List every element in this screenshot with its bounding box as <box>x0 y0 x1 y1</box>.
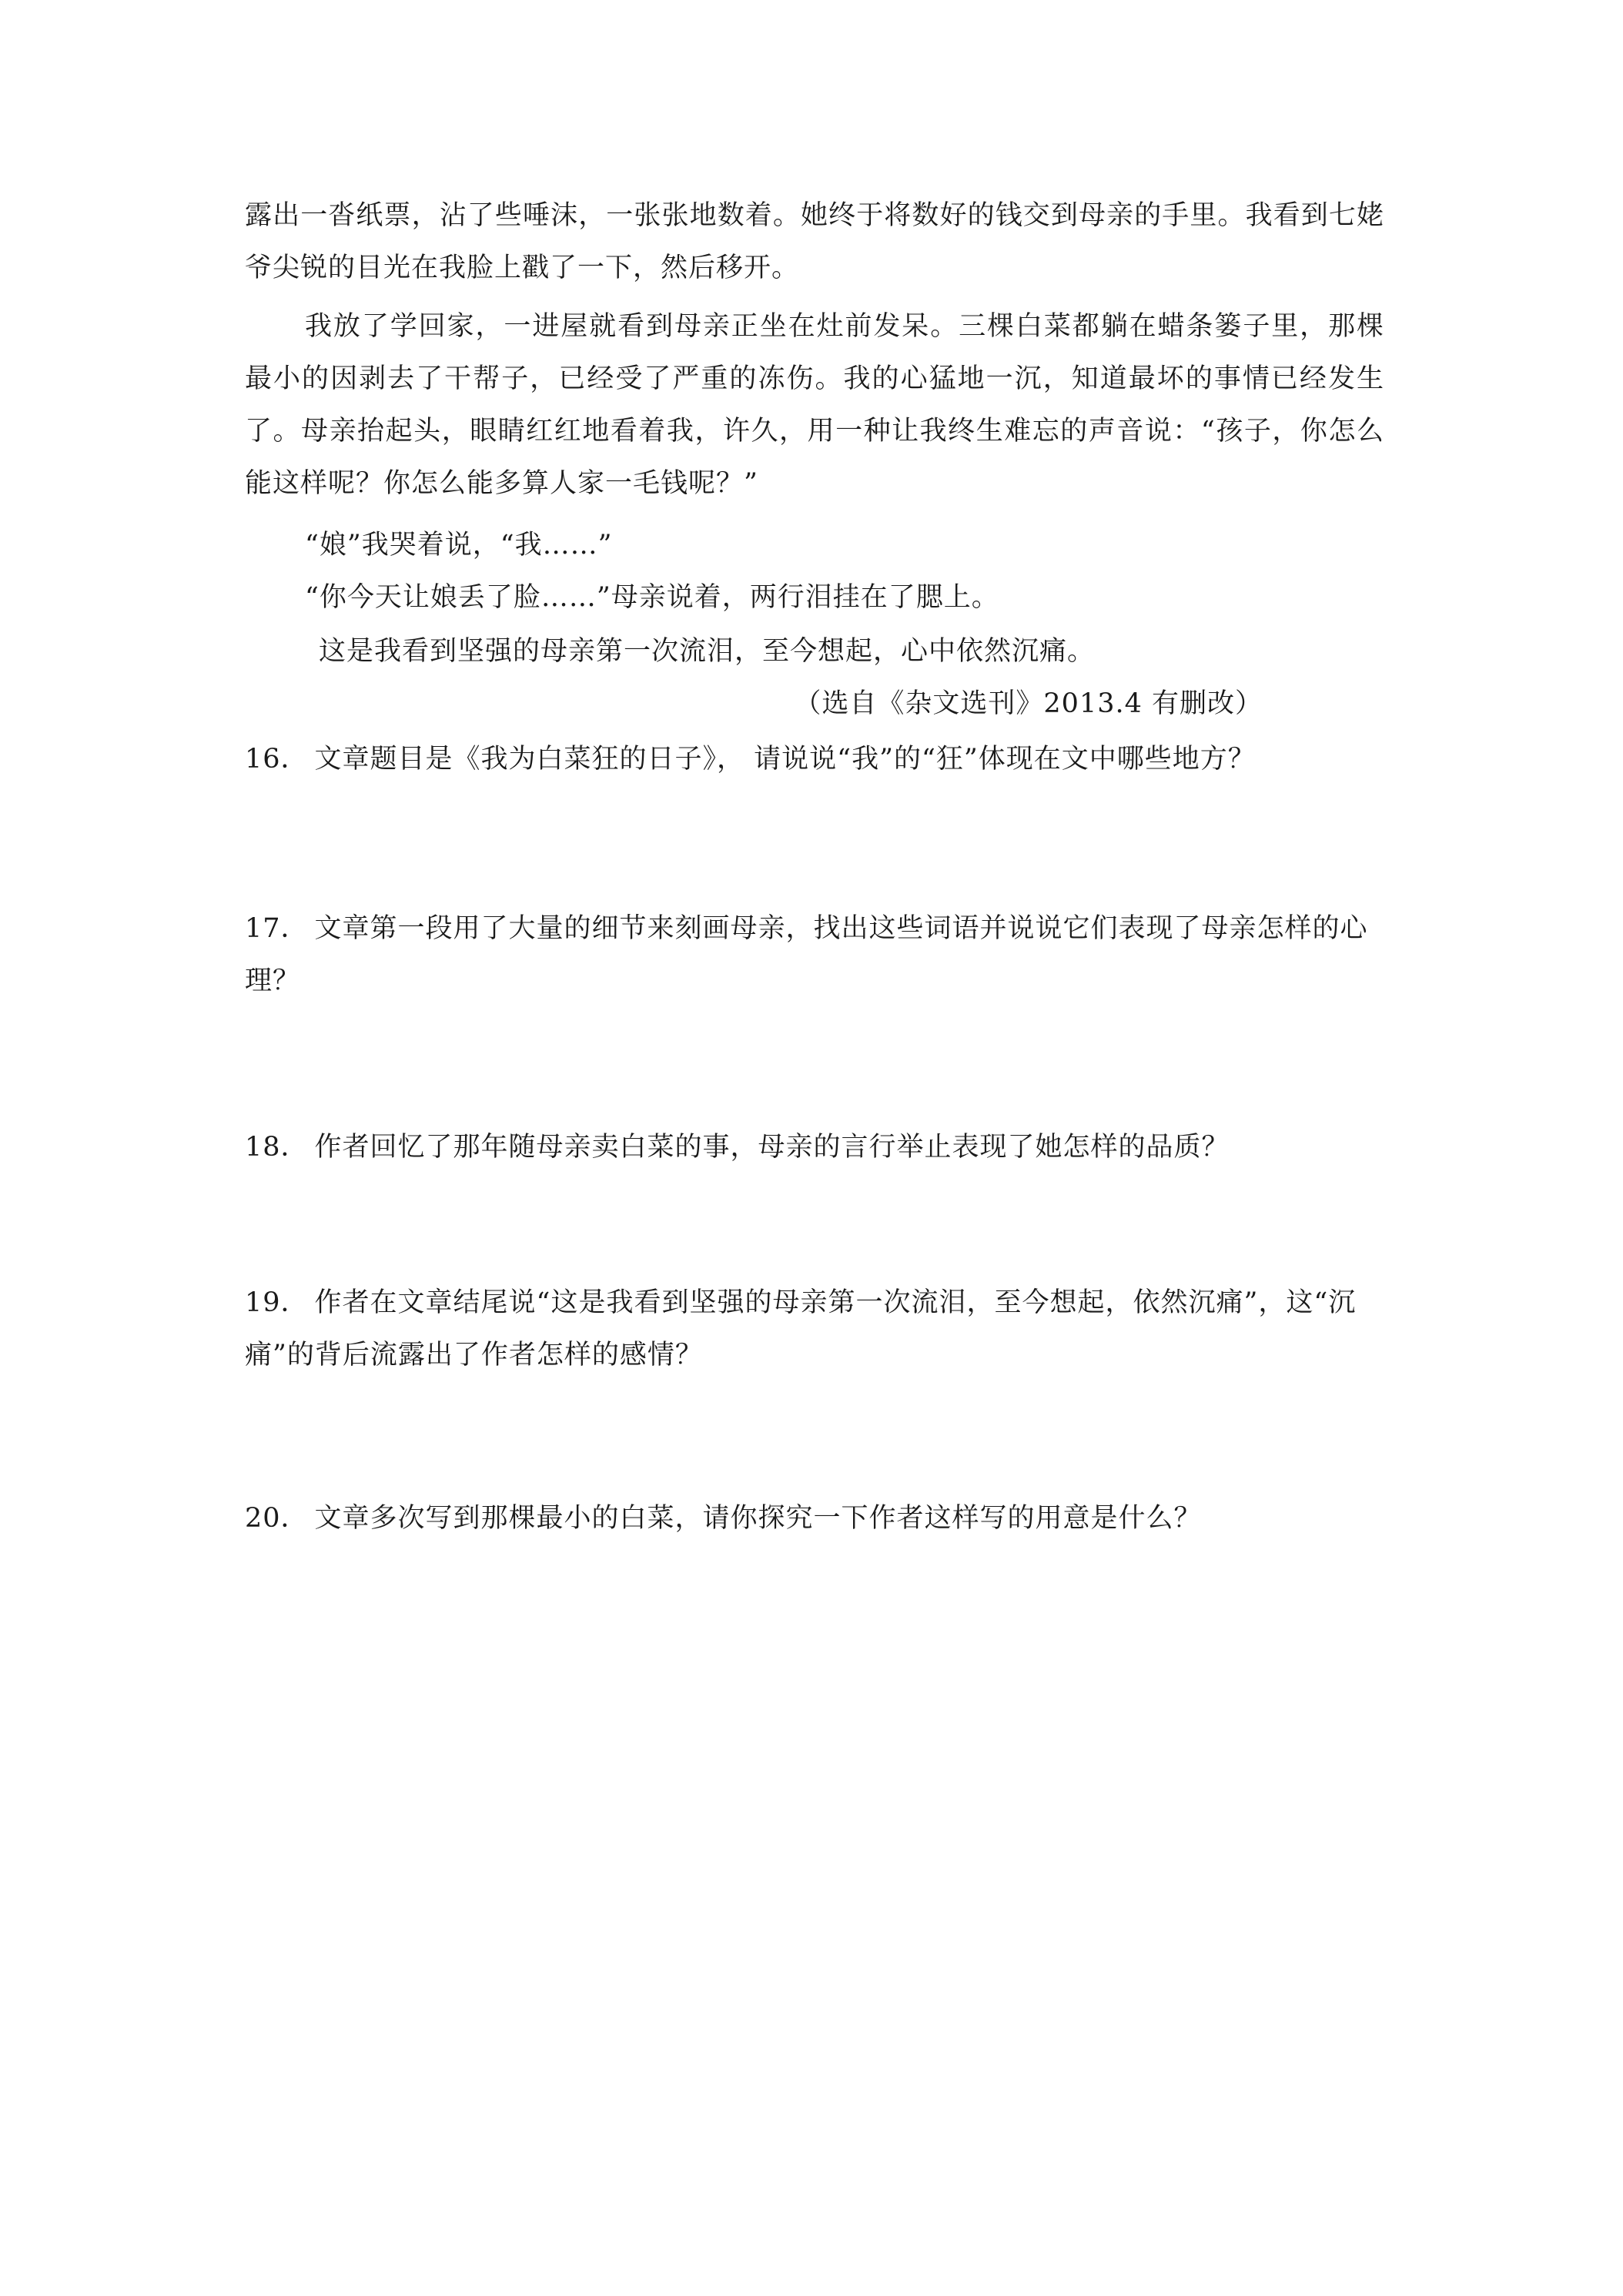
passage-paragraph-1: 露出一沓纸票，沾了些唾沫，一张张地数着。她终于将数好的钱交到母亲的手里。我看到七姥爷尖锐的目光在我脸上戳了一下，然后移开。 <box>245 200 1384 283</box>
question-number: 19． <box>245 1287 309 1318</box>
question-text: 作者在文章结尾说“这是我看到坚强的母亲第一次流泪，至今想起，依然沉痛”，这“沉痛”的背后流露出了作者怎样的感情？ <box>245 1287 1357 1371</box>
question-number: 18． <box>245 1132 309 1163</box>
passage-paragraph-4: “你今天让娘丢了脸……”母亲说着，两行泪挂在了腮上。 <box>305 582 999 613</box>
question-20 <box>245 1492 1384 1545</box>
question-18 <box>245 1121 1384 1173</box>
passage-paragraph-2: 我放了学回家，一进屋就看到母亲正坐在灶前发呆。三棵白菜都躺在蜡条篓子里，那棵最小的因剥去了干帮子，已经受了严重的冻伤。我的心猛地一沉，知道最坏的事情已经发生了。母亲抬起头，眼睛红红地看着我，许久，用一种让我终生难忘的声音说：“孩子，你怎么能这样呢？你怎么能多算人家一毛钱呢？” <box>245 311 1384 499</box>
question-text: 文章第一段用了大量的细节来刻画母亲，找出这些词语并说说它们表现了母亲怎样的心理？ <box>245 913 1368 996</box>
question-19 <box>245 1277 1384 1381</box>
question-16 <box>245 733 1384 785</box>
question-number: 16． <box>245 744 309 775</box>
question-number: 17． <box>245 913 309 944</box>
passage-paragraph-3: “娘”我哭着说，“我……” <box>305 530 613 561</box>
question-number: 20． <box>245 1503 309 1534</box>
question-text: 文章多次写到那棵最小的白菜，请你探究一下作者这样写的用意是什么？ <box>314 1503 1202 1534</box>
passage-paragraph-5: 这是我看到坚强的母亲第一次流泪，至今想起，心中依然沉痛。 <box>319 636 1096 667</box>
source-citation: （选自《杂文选刊》2013.4 有删改） <box>794 688 1263 719</box>
question-17 <box>245 902 1384 1007</box>
question-text: 文章题目是《我为白菜狂的日子》， 请说说“我”的“狂”体现在文中哪些地方？ <box>314 744 1256 775</box>
question-text: 作者回忆了那年随母亲卖白菜的事，母亲的言行举止表现了她怎样的品质？ <box>314 1132 1230 1163</box>
